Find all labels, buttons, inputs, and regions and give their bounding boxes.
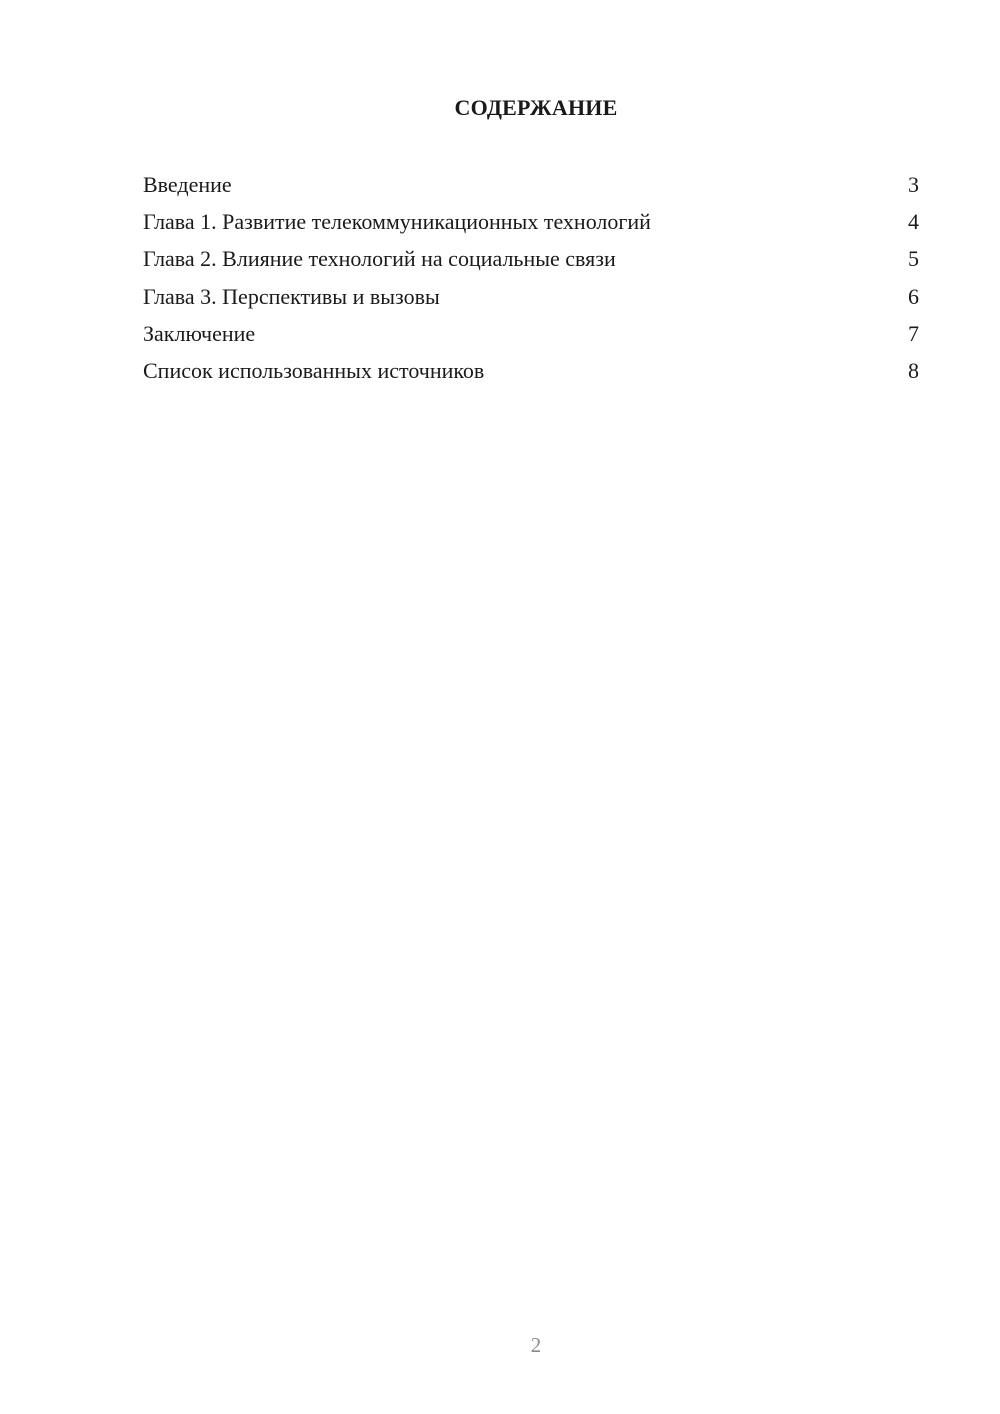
toc-entry-chapter-1[interactable]: [143, 207, 919, 244]
toc-entry-label: Список использованных источников: [143, 357, 485, 383]
page-number: 2: [530, 1333, 542, 1357]
toc-entry-introduction[interactable]: [143, 170, 919, 207]
toc-entry-chapter-2[interactable]: [143, 244, 919, 281]
toc-entry-page: 5: [908, 246, 919, 272]
toc-entry-conclusion[interactable]: [143, 319, 919, 356]
table-of-contents: [143, 170, 919, 393]
toc-entry-label: Заключение: [143, 320, 256, 346]
toc-entry-page: 8: [908, 357, 919, 383]
toc-title: СОДЕРЖАНИЕ: [454, 95, 618, 120]
toc-entry-label: Глава 3. Перспективы и вызовы: [143, 283, 440, 309]
toc-entry-page: 4: [908, 209, 919, 235]
toc-entry-label: Глава 2. Влияние технологий на социальные связи: [143, 246, 616, 272]
toc-entry-page: 7: [908, 320, 919, 346]
toc-entry-page: 3: [908, 172, 919, 197]
toc-entry-label: Введение: [143, 172, 232, 197]
toc-entry-label: Глава 1. Развитие телекоммуникационных технологий: [143, 209, 651, 235]
toc-entry-page: 6: [908, 283, 919, 309]
toc-entry-references[interactable]: [143, 356, 919, 393]
toc-entry-chapter-3[interactable]: [143, 282, 919, 319]
